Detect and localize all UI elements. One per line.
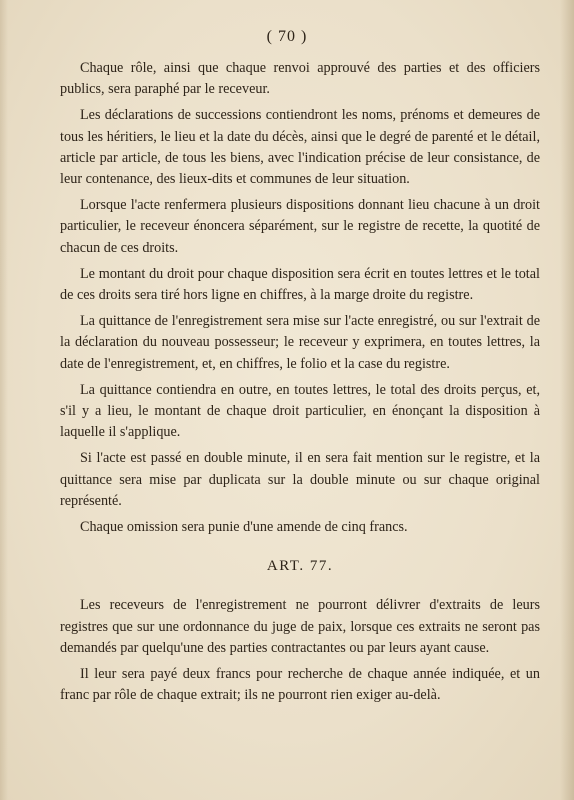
paragraph-dispositions-multiples: Lorsque l'acte renfermera plusieurs dispositions donnant lieu chacune à un droit particulier, le receveur énoncera séparément, sur le registre de recette, la quotité de chacun de ces droits.: [60, 197, 540, 256]
paragraph-quittance-enregistrement: La quittance de l'enregistrement sera mise sur l'acte enregistré, ou sur l'extrait de la déclaration du nouveau possesseur; le receveur y exprimera, en toutes lettres, la date de l'enregistrement, et, en chiffres, le folio et la case du registre.: [60, 313, 540, 372]
body-text: [60, 58, 540, 711]
paragraph-role-paraphe: Chaque rôle, ainsi que chaque renvoi approuvé des parties et des officiers publics, sera paraphé par le receveur.: [60, 60, 540, 98]
page-number: ( 70 ): [266, 28, 308, 45]
paragraph-declarations-successions: Les déclarations de successions contiendront les noms, prénoms et demeures de tous les héritiers, le lieu et la date du décès, ainsi que le degré de parenté et le détail, article par article, de tous les biens, avec l'indication précise de leur consistance, de leur contenance, des lieux-dits et communes de leur situation.: [60, 107, 540, 188]
paragraph-frais-recherche: Il leur sera payé deux francs pour recherche de chaque année indiquée, et un franc par rôle de chaque extrait; ils ne pourront rien exiger au-delà.: [60, 666, 540, 704]
page-edge-shadow-right: [560, 0, 574, 800]
paragraph-extraits-registres: Les receveurs de l'enregistrement ne pourront délivrer d'extraits de leurs registres que sur une ordonnance du juge de paix, lorsque ces extraits ne seront pas demandés par quelqu'une des parties contractantes ou par leurs ayant cause.: [60, 597, 540, 656]
page-edge-shadow-left: [0, 0, 8, 800]
paragraph-double-minute: Si l'acte est passé en double minute, il en sera fait mention sur le registre, et la quittance sera mise par duplicata sur la double minute ou sur chaque original représenté.: [60, 450, 540, 509]
paragraph-montant-droit: Le montant du droit pour chaque disposition sera écrit en toutes lettres et le total de ces droits sera tiré hors ligne en chiffres, à la marge droite du registre.: [60, 265, 540, 304]
article-heading: ART. 77.: [266, 558, 334, 575]
paragraph-quittance-contenu: La quittance contiendra en outre, en toutes lettres, le total des droits perçus, et, s'il y a lieu, le montant de chaque droit particulier, en énonçant la disposition à laquelle il s'applique.: [60, 381, 540, 441]
paragraph-amende: Chaque omission sera punie d'une amende de cinq francs.: [80, 519, 408, 536]
